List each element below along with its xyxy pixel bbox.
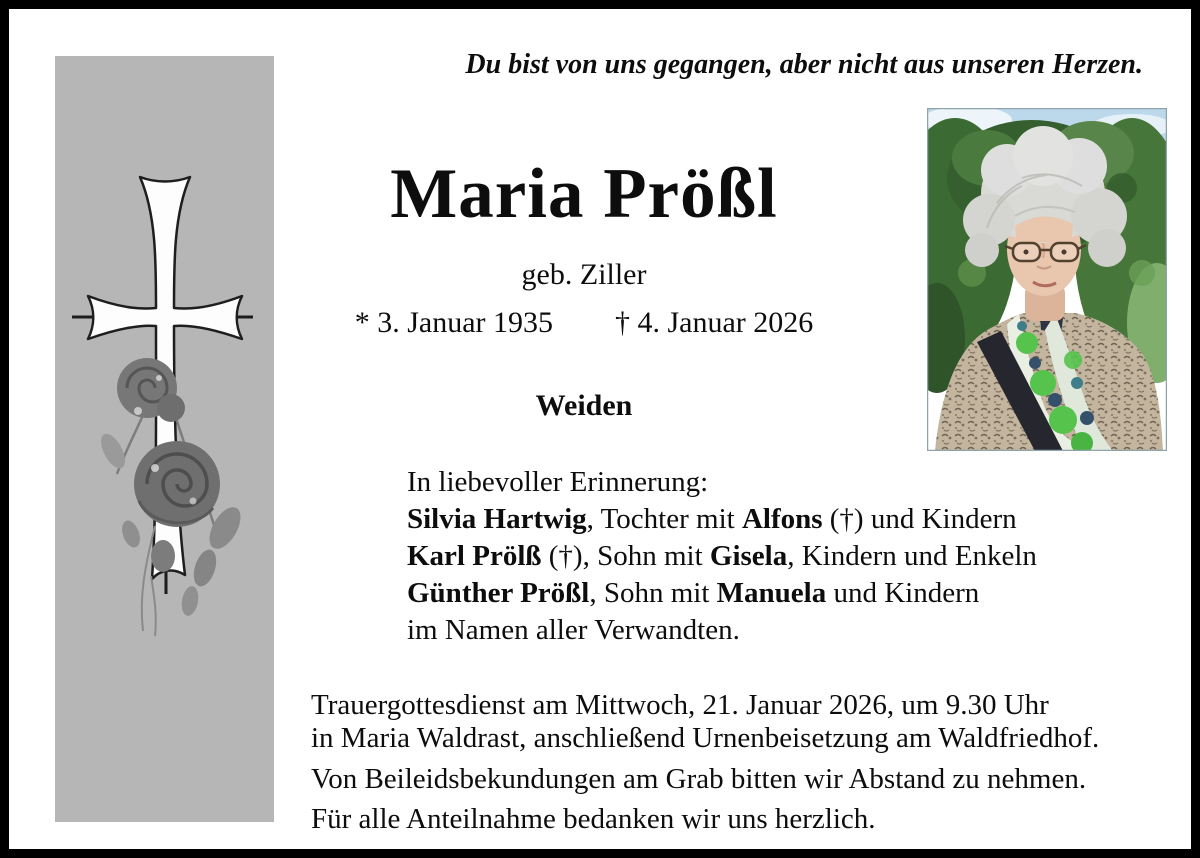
cross-with-roses-illustration bbox=[55, 56, 274, 822]
family-line-text: (†), Sohn mit bbox=[541, 540, 710, 572]
portrait-photo-image bbox=[927, 108, 1167, 451]
family-member-name: Günther Prößl bbox=[407, 577, 590, 609]
family-line bbox=[407, 538, 1037, 575]
service-line: Von Beileidsbekundungen am Grab bitten wir Abstand zu nehmen. bbox=[311, 763, 1087, 795]
family-member-name: Silvia Hartwig bbox=[407, 503, 587, 535]
service-line: Für alle Anteilnahme bedanken wir uns herzlich. bbox=[311, 803, 876, 835]
memorial-closing: im Namen aller Verwandten. bbox=[407, 614, 740, 646]
family-member-name: Gisela bbox=[709, 540, 788, 572]
memorial-panel bbox=[55, 56, 274, 822]
portrait-photo bbox=[927, 108, 1167, 451]
service-line: in Maria Waldrast, anschließend Urnenbeisetzung am Waldfriedhof. bbox=[311, 722, 1100, 754]
maiden-name: geb. Ziller bbox=[521, 258, 647, 291]
deceased-name: Maria Prößl bbox=[390, 155, 778, 233]
family-member-name: Manuela bbox=[716, 577, 827, 609]
family-line bbox=[407, 501, 1037, 538]
family-line-text: (†) und Kindern bbox=[822, 503, 1017, 535]
residence-place: Weiden bbox=[535, 389, 633, 422]
family-line bbox=[407, 575, 1037, 612]
death-date: † 4. Januar 2026 bbox=[615, 305, 814, 339]
service-line: Trauergottesdienst am Mittwoch, 21. Januar 2026, um 9.30 Uhr bbox=[311, 689, 1049, 721]
birth-date: * 3. Januar 1935 bbox=[354, 305, 553, 339]
family-line-text: , Tochter mit bbox=[586, 503, 742, 535]
family-member-name: Alfons bbox=[741, 503, 823, 535]
epigraph-text: Du bist von uns gegangen, aber nicht aus unseren Herzen. bbox=[465, 49, 1143, 80]
memorial-intro: In liebevoller Erinnerung: bbox=[407, 466, 709, 498]
family-line-text: , Sohn mit bbox=[589, 577, 717, 609]
family-line-text: , Kindern und Enkeln bbox=[787, 540, 1037, 572]
family-member-name: Karl Prölß bbox=[407, 540, 542, 572]
family-line-text: und Kindern bbox=[826, 577, 980, 609]
memorial-block bbox=[407, 464, 1037, 649]
life-dates bbox=[289, 306, 879, 341]
service-block bbox=[311, 689, 1099, 836]
headline-block bbox=[289, 155, 879, 340]
